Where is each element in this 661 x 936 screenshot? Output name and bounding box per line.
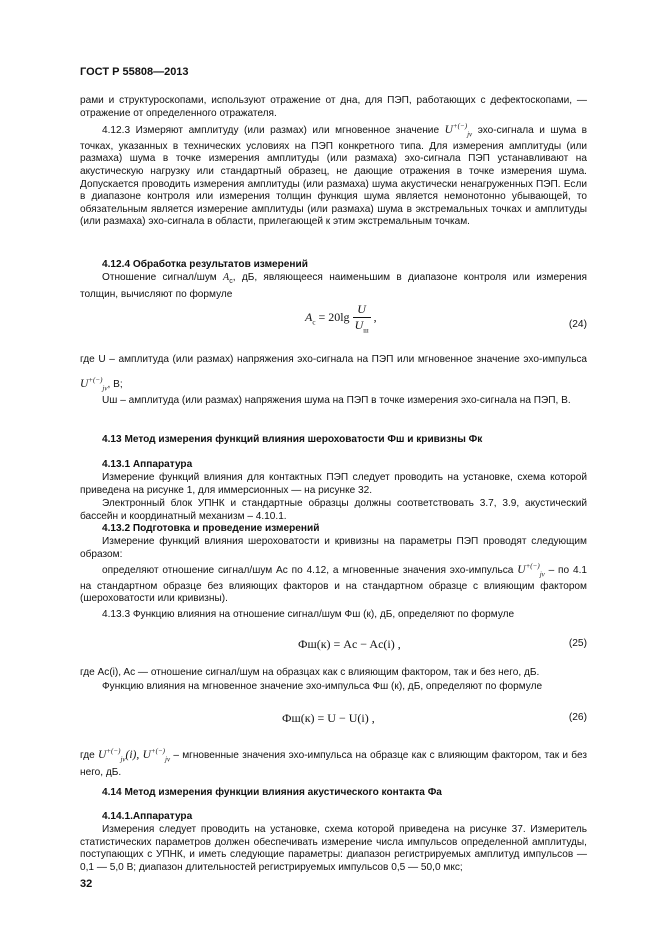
heading-4-14-1: 4.14.1.Аппаратура [102, 811, 193, 822]
paragraph-4-12-3-rest: эхо-сигнала и шума в точках, указанных в технических условиях на ПЭП конкретного типа. Для измерения амплитуды (или размаха) шума в точке измерения амплитуды (или размаха) эхо-сигнала ПЭП устанавливают на акустическую нагрузку или стандартный образец, не дающие отражения в точке измерения шума. Допускается проводить измерения амплитуды (или размаха) шума акустически ненагруженных ПЭП. Если в диапазоне контроля или измерения толщин функция шума является немонотонно убывающей, то обязательным является измерение амплитуды (или размаха) шума в экстремальных точках и амплитуды (или размаха) эхо-сигнала в области, прилегающей к этим экстремальным точкам. [80, 124, 587, 228]
eq24-denominator-sub: ш [363, 326, 369, 335]
eq24-tail: , [370, 309, 377, 324]
page-header: ГОСТ Р 55808—2013 [80, 66, 189, 78]
paragraph-4-12-3-start: 4.12.3 Измеряют амплитуду (или размах) или мгновенное значение [102, 124, 440, 136]
heading-4-13-2: 4.13.2 Подготовка и проведение измерений [102, 523, 320, 534]
page-number: 32 [80, 878, 93, 890]
paragraph-where-ac: где Ac(i), Ac — отношение сигнал/шум на образцах как с влияющим фактором, так и без него, дБ. [80, 667, 540, 678]
determine-snr-start: определяют отношение сигнал/шум Ac по 4.12, а мгновенные значения эхо-импульса [102, 564, 514, 576]
paragraph-determine-snr [80, 560, 587, 606]
equation-26: Фш(к) = U − U(i) , [282, 711, 375, 725]
paragraph-where-impulse [80, 744, 587, 780]
eq24-fraction [353, 302, 371, 334]
eq24-lhs: A [305, 309, 313, 324]
equation-24 [305, 302, 377, 334]
paragraph-4-12-3 [80, 120, 587, 229]
paragraph-continuation: рами и структуроскопами, используют отражение от дна, для ПЭП, работающих с дефектоскопами, — отражение от определенного отражателя. [80, 95, 587, 119]
paragraph-impulse-influence: Функцию влияния на мгновенное значение эхо-импульса Фш (к), дБ, определяют по формуле [102, 681, 543, 692]
paragraph-4-13-1: Измерение функций влияния для контактных ПЭП следует проводить на установке, схема которой приведена на рисунке 1, для иммерсионных — на рисунке 32. [80, 472, 587, 496]
determine-snr-rest: – по 4.1 на стандартном образце без влияющих факторов и на стандартном образце с влияющим фактором (шероховатости или кривизны). [80, 564, 587, 605]
where-u-tail: , В; [107, 378, 123, 390]
eq24-lhs-sub: c [312, 318, 316, 327]
paragraph-4-13-2: Измерение функций влияния шероховатости и кривизны на параметры ПЭП проводят следующим образом: [80, 536, 587, 560]
impulse-values-symbol: $U^{+(-)}_{j\nu}(i)$, $U^{+(-)}_{j\nu}$ [98, 747, 171, 764]
echo-value-symbol: $U^{+(-)}_{j\nu}$ [444, 122, 473, 139]
eq24-denominator: U [354, 318, 364, 332]
eq24-operator: = 20lg [315, 309, 353, 324]
paragraph-4-14-1: Измерения следует проводить на установке, схема которой приведена на рисунке 37. Измеритель статистических параметров должен обеспечивать измерение числа импульсов определенной амплитуды, поступающих с УПНК, и иметь следующие параметры: диапазон регистрируемых амплитуд импульсов — 0,1 — 5,0 В; диапазон длительностей регистрируемых импульсов 0,5 — 50,0 мкс; [80, 824, 587, 873]
equation-24-number: (24) [568, 319, 587, 330]
paragraph-where-u [80, 350, 587, 398]
equation-25: Фш(к) = Ac − Ac(i) , [298, 637, 401, 651]
equation-25-number: (25) [568, 638, 587, 649]
heading-4-13-1: 4.13.1 Аппаратура [102, 459, 193, 470]
heading-4-13: 4.13 Метод измерения функций влияния шероховатости Фш и кривизны Фк [102, 434, 483, 445]
eq24-numerator: U [357, 302, 366, 316]
echo-impulse-symbol: $U^{+(-)}_{j\nu}$ [80, 376, 108, 393]
heading-4-14: 4.14 Метод измерения функции влияния акустического контакта Фа [102, 787, 442, 798]
paragraph-4-13-3: 4.13.3 Функцию влияния на отношение сигнал/шум Фш (к), дБ, определяют по формуле [102, 609, 515, 620]
where-u-text: где U – амплитуда (или размах) напряжения эхо-сигнала на ПЭП или мгновенное значение эхо-импульса [80, 354, 587, 365]
snr-text-rest: , дБ, являющееся наименьшим в диапазоне контроля или измерения толщин, вычисляют по формуле [80, 272, 587, 300]
equation-26-number: (26) [568, 712, 587, 723]
paragraph-snr-definition: Отношение сигнал/шум $A_c$, дБ, являющееся наименьшим в диапазоне контроля или измерения толщин, вычисляют по формуле [80, 272, 587, 300]
snr-text-start: Отношение сигнал/шум [102, 272, 224, 283]
where-impulse-rest: – мгновенные значения эхо-импульса на образце как с влияющим фактором, так и без него, дБ. [80, 749, 587, 779]
heading-4-12-4: 4.12.4 Обработка результатов измерений [102, 259, 308, 270]
where-impulse-start: где [80, 749, 95, 761]
paragraph-electronic-unit: Электронный блок УПНК и стандартные образцы должны соответствовать 3.7, 3.9, акустический бассейн и координатный механизм – 4.10.1. [80, 498, 587, 522]
paragraph-noise-definition: Uш – амплитуда (или размах) напряжения шума на ПЭП в точке измерения эхо-сигнала на ПЭП, В. [102, 395, 571, 406]
echo-impulse-symbol-2: $U^{+(-)}_{j\nu}$ [517, 562, 545, 579]
